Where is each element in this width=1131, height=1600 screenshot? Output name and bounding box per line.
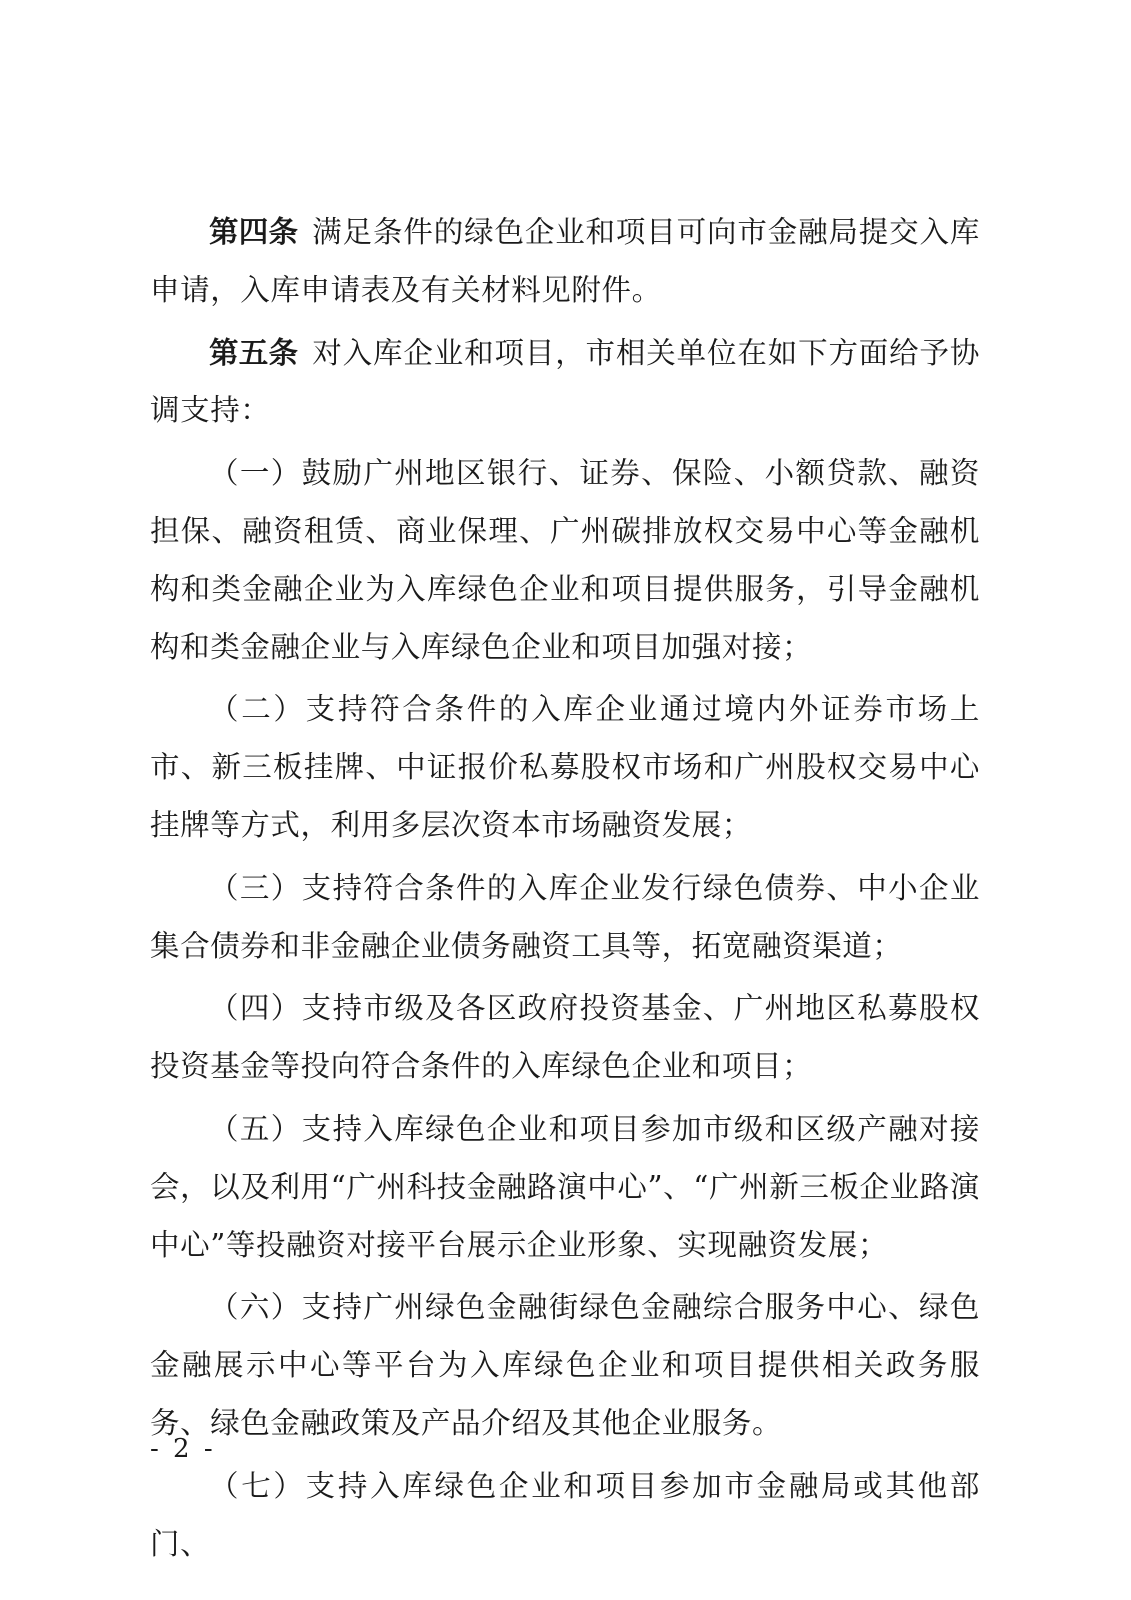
- item-5-paragraph: （五）支持入库绿色企业和项目参加市级和区级产融对接会，以及利用“广州科技金融路演中心”、“广州新三板企业路演中心”等投融资对接平台展示企业形象、实现融资发展；: [150, 1111, 980, 1262]
- item-7-paragraph: （七）支持入库绿色企业和项目参加市金融局或其他部门、: [150, 1468, 980, 1561]
- item-2-paragraph: （二）支持符合条件的入库企业通过境内外证券市场上市、新三板挂牌、中证报价私募股权市场和广州股权交易中心挂牌等方式，利用多层次资本市场融资发展；: [150, 692, 980, 842]
- item-1-paragraph: （一）鼓励广州地区银行、证券、保险、小额贷款、融资担保、融资租赁、商业保理、广州碳排放权交易中心等金融机构和类金融企业为入库绿色企业和项目提供服务，引导金融机构和类金融企业与入库绿色企业和项目加强对接；: [150, 456, 980, 664]
- article-5-paragraph: [150, 325, 980, 441]
- article-4-heading: 第四条: [209, 215, 299, 249]
- article-4-text: 满足条件的绿色企业和项目可向市金融局提交入库申请，入库申请表及有关材料见附件。: [150, 215, 980, 307]
- item-4-paragraph: （四）支持市级及各区政府投资基金、广州地区私募股权投资基金等投向符合条件的入库绿色企业和项目；: [150, 991, 980, 1084]
- page-number: - 2 -: [150, 1434, 216, 1464]
- article-4-paragraph: [150, 204, 980, 320]
- article-5-text: 对入库企业和项目，市相关单位在如下方面给予协调支持：: [150, 335, 980, 428]
- item-6-paragraph: （六）支持广州绿色金融街绿色金融综合服务中心、绿色金融展示中心等平台为入库绿色企业和项目提供相关政务服务、绿色金融政策及产品介绍及其他企业服务。: [150, 1290, 980, 1440]
- document-body: [150, 204, 980, 1573]
- item-3-paragraph: （三）支持符合条件的入库企业发行绿色债券、中小企业集合债券和非金融企业债务融资工具等，拓宽融资渠道；: [150, 870, 980, 963]
- article-5-heading: 第五条: [209, 335, 299, 370]
